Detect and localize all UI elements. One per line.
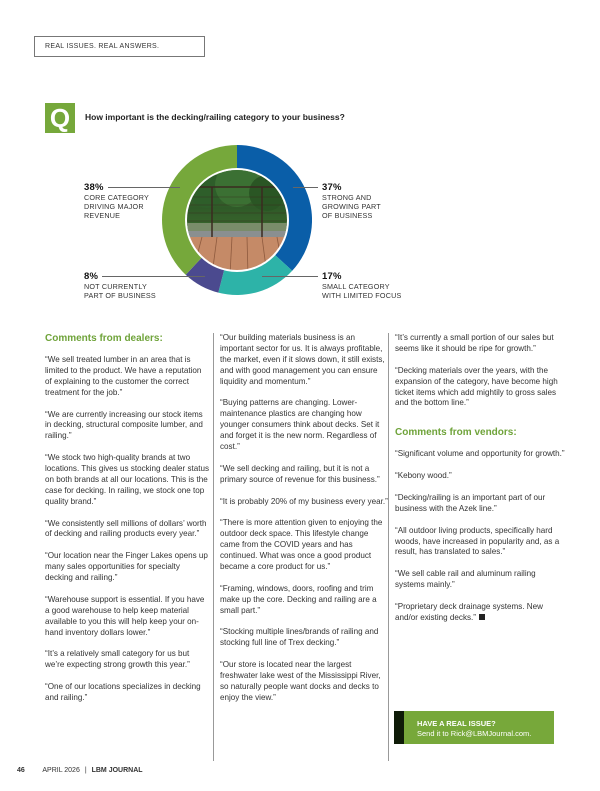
- dealer-comment: “Our store is located near the largest freshwater lake west of the Mississippi River, so naturally people want docks and decks to enjoy the view.”: [220, 660, 381, 702]
- label-small: [322, 271, 401, 300]
- dealer-comment: “Stocking multiple lines/brands of railing and stocking full line of Trex decking.”: [220, 627, 379, 648]
- vendor-comment: “We sell cable rail and aluminum railing systems mainly.”: [395, 569, 536, 590]
- label-not-line1: NOT CURRENTLY: [84, 282, 148, 291]
- label-not: [84, 271, 156, 300]
- dealer-comment: “We sell decking and railing, but it is not a primary source of revenue for this business.”: [220, 463, 380, 484]
- label-small-line1: SMALL CATEGORY: [322, 282, 390, 291]
- label-strong-pct: 37%: [322, 182, 342, 193]
- donut-chart: [162, 145, 312, 295]
- vendor-comment: [395, 602, 565, 624]
- page-number: 46: [17, 767, 25, 774]
- label-core: [84, 182, 149, 220]
- label-core-pct: 38%: [84, 182, 104, 193]
- vendors-heading: Comments from vendors:: [395, 427, 517, 439]
- label-small-pct: 17%: [322, 271, 342, 282]
- column-divider: [388, 333, 389, 761]
- issue-date: APRIL 2026: [42, 767, 80, 774]
- label-core-line3: REVENUE: [84, 211, 121, 220]
- dealer-comment: “Decking materials over the years, with the expansion of the category, have become high ticket items which add mightily to gross sales and the bottom line.”: [395, 365, 558, 408]
- callout-title: HAVE A REAL ISSUE?: [417, 719, 496, 728]
- vendor-comment: “Decking/railing is an important part of our business with the Azek line.”: [395, 492, 546, 513]
- column-divider: [213, 333, 214, 761]
- dealer-comment: “Warehouse support is essential. If you have a good warehouse to help keep material available to you this will help keep your on-hand inventory dollars lower.”: [45, 594, 205, 637]
- dealer-comment: “We stock two high-quality brands at two locations. This gives us stocking dealer status on both brands at all our locations. This is the case for decking. In railing, we stock one top quality brand.”: [45, 453, 210, 506]
- label-strong-line2: GROWING PART: [322, 202, 381, 211]
- label-strong-line3: OF BUSINESS: [322, 211, 373, 220]
- dealer-comment: “It is probably 20% of my business every year.”: [220, 496, 388, 506]
- footer-separator: |: [84, 767, 87, 774]
- dealers-column-1: [45, 333, 210, 715]
- page-footer: [17, 767, 143, 774]
- dealer-comment: “One of our locations specializes in decking and railing.”: [45, 682, 201, 702]
- callout-accent-bar: [394, 711, 404, 744]
- dealer-comment: “Our location near the Finger Lakes opens up many sales opportunities for specialty decking and railing.”: [45, 551, 208, 583]
- leader-strong: [293, 187, 318, 188]
- vendor-comment: “Kebony wood.”: [395, 471, 452, 481]
- dealers-heading: Comments from dealers:: [45, 333, 163, 344]
- label-strong-line1: STRONG AND: [322, 193, 372, 202]
- leader-small: [262, 276, 318, 277]
- vendor-comment-text: “Proprietary deck drainage systems. New and/or existing decks.”: [395, 601, 543, 622]
- label-core-line1: CORE CATEGORY: [84, 193, 150, 202]
- dealer-comment: “It’s currently a small portion of our sales but seems like it should be ripe for growth.”: [395, 333, 554, 353]
- dealer-comment: “Framing, windows, doors, roofing and trim make up the core. Decking and railing are a small part.”: [220, 583, 377, 615]
- end-mark-icon: [479, 614, 485, 620]
- dealer-comment: “We sell treated lumber in an area that is limited to the product. We have a reputation of explaining to the customer the correct treatment for the job.”: [45, 355, 202, 397]
- label-core-line2: DRIVING MAJOR: [84, 202, 144, 211]
- vendor-comment: “Significant volume and opportunity for growth.”: [395, 449, 565, 459]
- label-strong: [322, 182, 381, 220]
- dealer-comment: “It’s a relatively small category for us but we’re expecting strong growth this year.”: [45, 649, 190, 670]
- dealer-comment: “Buying patterns are changing. Lower-maintenance plastics are changing how younger consumers think about decks. Set it and forget it is the new norm. Regardless of cost.”: [220, 398, 380, 452]
- dealer-comment: “We are currently increasing our stock items in decking, structural composite lumber, and railing.”: [45, 409, 203, 441]
- vendor-comment: “All outdoor living products, specifically hard woods, have increased in popularity and, as a result, has translated to sales.”: [395, 525, 560, 557]
- callout-email-link[interactable]: Send it to Rick@LBMJournal.com.: [417, 729, 532, 738]
- comments-column-3: [395, 333, 565, 635]
- q-badge: Q: [45, 103, 75, 133]
- label-not-pct: 8%: [84, 271, 99, 282]
- label-not-line2: PART OF BUSINESS: [84, 291, 156, 300]
- label-small-line2: WITH LIMITED FOCUS: [322, 291, 402, 300]
- real-issue-callout: [394, 711, 554, 744]
- magazine-name: LBM JOURNAL: [91, 767, 143, 774]
- dealer-comment: “We consistently sell millions of dollars’ worth of decking and railing products every year.”: [45, 518, 207, 539]
- section-tagline: REAL ISSUES. REAL ANSWERS.: [34, 36, 205, 57]
- dealers-column-2: [220, 333, 390, 715]
- dealer-comment: “There is more attention given to enjoying the outdoor deck space. This lifestyle change came from the COVID years and has continued. What was once a good product became a core product for us.”: [220, 518, 383, 571]
- question-text: How important is the decking/railing category to your business?: [85, 112, 345, 122]
- dealer-comment: “Our building materials business is an important sector for us. It is always profitable, the market, even if it slows down, it still exists, and with good management you can ensure liquidity and momentum.”: [220, 333, 385, 386]
